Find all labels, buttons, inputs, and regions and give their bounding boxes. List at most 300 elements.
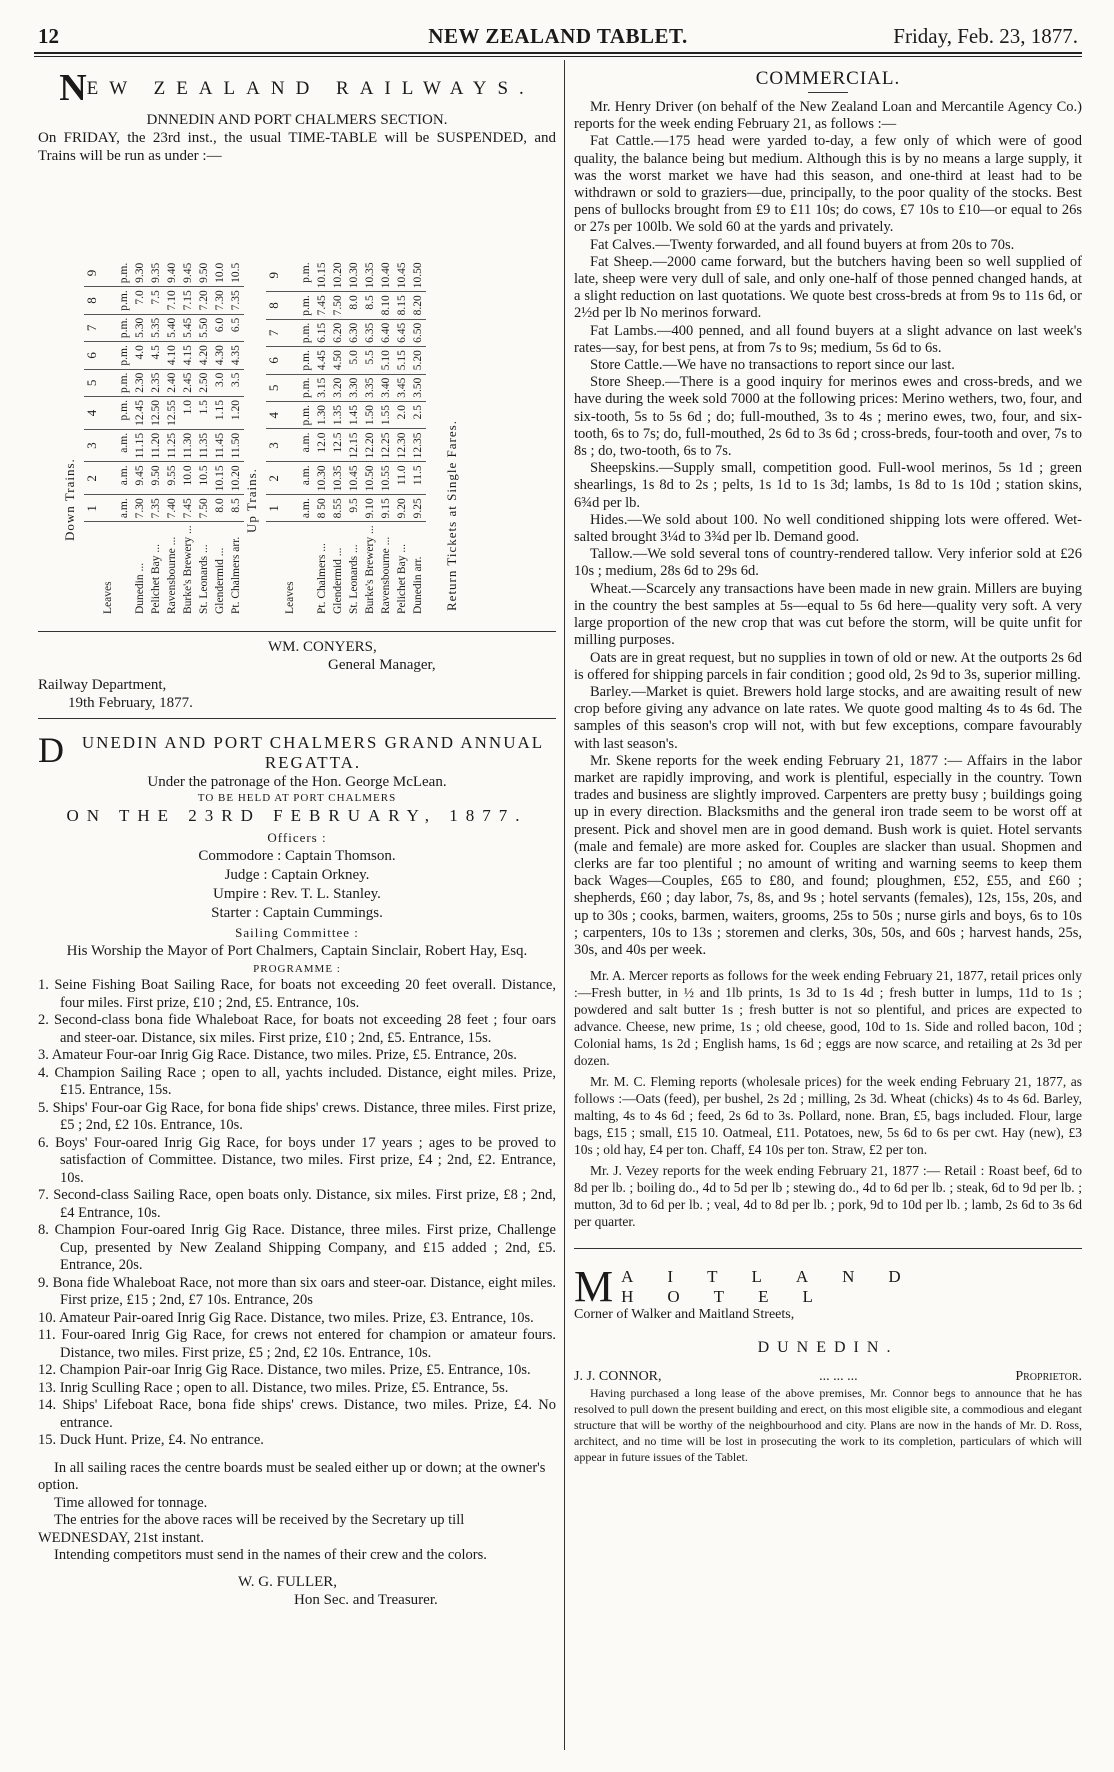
departure-time: 7.15 xyxy=(180,287,196,314)
period-blank xyxy=(116,522,132,617)
programme-item: 8. Champion Four-oared Inrig Gig Race. Distance, three miles. First prize, Challenge Cup, presented by New Zealand Shipping Company, and £15 added ; 2nd, £5. Entrance, 20s. xyxy=(38,1222,556,1273)
departure-time: 8.5 xyxy=(228,495,244,522)
officer-umpire: Umpire : Rev. T. L. Stanley. xyxy=(213,886,381,902)
departure-time: 8.10 xyxy=(378,292,394,319)
departure-time: 10.55 xyxy=(378,462,394,495)
departure-time: 1.0 xyxy=(180,397,196,430)
programme-item: 11. Four-oared Inrig Gig Race, for crews not entered for champion or amateur fours. Distance, two miles. First prize, £5 ; 2nd, £2 10s. Entrance, 10s. xyxy=(38,1327,556,1361)
programme-item: 14. Ships' Lifeboat Race, bona fide ships' crews. Distance, two miles. Prize, £4. No entrance. xyxy=(38,1397,556,1431)
departure-time: 10.20 xyxy=(228,462,244,495)
regatta-notice xyxy=(38,730,556,1609)
railway-drop-cap: N xyxy=(59,67,87,109)
departure-time: 3.30 xyxy=(346,374,362,401)
train-number: 9 xyxy=(84,260,100,287)
departure-time: 5.35 xyxy=(148,314,164,341)
period-blank xyxy=(298,522,314,617)
departure-time xyxy=(100,429,116,461)
hotel-advertisement xyxy=(574,1248,1082,1465)
departure-time xyxy=(282,292,298,319)
departure-time: 1.35 xyxy=(330,402,346,429)
departure-time: 7.45 xyxy=(314,292,330,319)
station-row xyxy=(282,259,298,617)
train-number: 3 xyxy=(266,429,282,462)
station-row xyxy=(100,260,116,617)
closing-note: The entries for the above races will be received by the Secretary up till WEDNESDAY, 21st instant. xyxy=(38,1512,465,1546)
hotel-proprietor-line xyxy=(574,1369,1082,1385)
departure-time: 10.50 xyxy=(362,462,378,495)
station-row xyxy=(180,260,196,617)
departure-time: 2.35 xyxy=(148,369,164,396)
departure-time: 7.5 xyxy=(148,287,164,314)
departure-time: 5.10 xyxy=(378,347,394,374)
market-paragraph: Tallow.—We sold several tons of country-rendered tallow. Very inferior sold at £26 10s ; medium, 28s 6d to 29s 6d. xyxy=(574,546,1082,580)
departure-time: 4.5 xyxy=(148,342,164,369)
period-row xyxy=(116,260,132,617)
down-timetable-table xyxy=(84,260,244,617)
departure-time: 6.5 xyxy=(228,314,244,341)
departure-time xyxy=(282,429,298,462)
departure-time: 5.45 xyxy=(180,314,196,341)
train-number-row xyxy=(84,260,100,617)
train-number: 2 xyxy=(266,462,282,495)
departure-time: 3.15 xyxy=(314,374,330,401)
railway-signatory-title: General Manager, xyxy=(328,657,436,673)
departure-time: 9.25 xyxy=(410,495,426,522)
station-row xyxy=(394,259,410,617)
officer-judge: Judge : Captain Orkney. xyxy=(224,867,370,883)
departure-time: 9.5 xyxy=(346,495,362,522)
departure-time xyxy=(282,495,298,522)
station-name: Ravensbourne ... xyxy=(166,536,178,614)
departure-time: 3.0 xyxy=(212,369,228,396)
train-number: 5 xyxy=(84,369,100,396)
return-ticket-note: Return Tickets at Single Fares. xyxy=(444,420,459,611)
departure-time xyxy=(100,397,116,430)
departure-time: 12.50 xyxy=(148,397,164,430)
page-number: 12 xyxy=(38,24,59,48)
departure-time xyxy=(100,369,116,396)
departure-time xyxy=(100,495,116,522)
railway-heading-text: EW ZEALAND RAILWAYS. xyxy=(86,78,535,99)
railway-section-title: DNNEDIN AND PORT CHALMERS SECTION. xyxy=(146,112,448,128)
programme-item: 6. Boys' Four-oared Inrig Gig Race, for boys under 17 years ; ages to be proved to satisfaction of Committee. Distance, two miles. First prize, £4 ; 2nd, £2. Entrance, 10s. xyxy=(38,1134,556,1186)
commercial-rule xyxy=(808,92,848,93)
hotel-title-text: AITLAND HOTEL xyxy=(621,1267,935,1307)
up-trains-label: Up Trains. xyxy=(244,468,259,533)
departure-time: 1.30 xyxy=(314,402,330,429)
station-name: St. Leonards ... xyxy=(198,544,210,614)
departure-time: 9.45 xyxy=(180,260,196,287)
departure-time: 1.55 xyxy=(378,402,394,429)
departure-time: 5.5 xyxy=(362,347,378,374)
departure-time: 11.5 xyxy=(410,462,426,495)
market-paragraph: Wheat.—Scarcely any transactions have been made in new grain. Millers are buying in the country the best samples at 5s—equal to 5s 6d here—quality very soft. A very large proportion of the new crop that was cut before the storm, will be quite unfit for milling purposes. xyxy=(574,580,1082,649)
period: p.m. xyxy=(116,287,132,314)
programme-item: 3. Amateur Four-oar Inrig Gig Race. Distance, two miles. Prize, £5. Entrance, 20s. xyxy=(38,1047,517,1063)
market-paragraph: Hides.—We sold about 100. No well conditioned shipping lots were offered. Wet-salted brought 3¼d to 3¾d per lb. Demand good. xyxy=(574,511,1082,546)
departure-time: 2.30 xyxy=(132,369,148,396)
masthead-rule xyxy=(34,52,1082,54)
departure-time: 1.15 xyxy=(212,397,228,430)
departure-time: 12.5 xyxy=(330,429,346,462)
departure-time: 7.30 xyxy=(132,495,148,522)
regatta-signatory: W. G. FULLER, xyxy=(238,1573,338,1590)
departure-time: 10.30 xyxy=(346,259,362,291)
period: p.m. xyxy=(298,374,314,401)
period: p.m. xyxy=(116,260,132,287)
masthead xyxy=(38,24,1078,54)
masthead-rule-thin xyxy=(34,56,1082,57)
regatta-signatory-title: Hon Sec. and Treasurer. xyxy=(294,1591,438,1608)
departure-time: 9.10 xyxy=(362,495,378,522)
departure-time: 6.35 xyxy=(362,319,378,346)
market-paragraph: Oats are in great request, but no supplies in town of old or new. At the outports 2s 6d is offered for shipping parcels in fair condition ; good old, 2s 9d to 3s, superior milling. xyxy=(574,649,1082,683)
hotel-title xyxy=(574,1262,1082,1312)
programme-item: 10. Amateur Pair-oared Inrig Gig Race. Distance, two miles. Prize, £3. Entrance, 10s. xyxy=(38,1309,534,1326)
station-row xyxy=(164,260,180,617)
departure-time xyxy=(100,260,116,287)
railway-dept: Railway Department, xyxy=(38,677,167,693)
railway-signatory: WM. CONYERS, xyxy=(268,639,377,655)
railway-heading xyxy=(38,66,556,110)
station-name: Dunedin ... xyxy=(134,562,146,614)
market-paragraph: Sheepskins.—Supply small, competition good. Full-wool merinos, 5s 1d ; green shearlings, 1s 8d to 2s ; pelts, 1s 1d to 1s 3d; lambs, 1s 8d to 1s 10d ; station skins, 6¾d per lb. xyxy=(574,460,1082,511)
departure-time: 10.30 xyxy=(314,462,330,495)
train-number: 7 xyxy=(266,319,282,346)
regatta-heading xyxy=(38,730,556,773)
departure-time: 12.30 xyxy=(394,429,410,462)
departure-time: 7.0 xyxy=(132,287,148,314)
departure-time: 10.0 xyxy=(212,260,228,287)
departure-time: 9.30 xyxy=(132,260,148,287)
market-paragraph-small: Mr. M. C. Fleming reports (wholesale prices) for the week ending February 21, 1877, as follows :—Oats (feed), per bushel, 2s 2d ; milling, 2s 3d. Wheat (chicks) 4s to 4s 6d. Barley, malting, 4s to 4s 6d ; feed, 2s 6d to 3s. Pollard, none. Bran, £5, bags included. Flour, large bags, £15 ; small, £15 10. Oatmeal, £11. Potatoes, new, 5s 6d to 6s per cwt. Hay (new), £3 10s ; old hay, £4 per ton. Chaff, £4 10s per ton. Straw, £2 per ton. xyxy=(574,1074,1082,1158)
hotel-address: Corner of Walker and Maitland Streets, xyxy=(574,1307,795,1323)
departure-time xyxy=(282,402,298,429)
departure-time xyxy=(282,462,298,495)
programme-item: 1. Seine Fishing Boat Sailing Race, for boats not exceeding 20 feet overall. Distance, four miles. First prize, £10 ; 2nd, £5. Entrance, 10s. xyxy=(38,977,556,1011)
station-row xyxy=(330,259,346,617)
departure-time: 12.45 xyxy=(132,397,148,430)
hotel-city: DUNEDIN. xyxy=(757,1339,899,1357)
market-paragraph: Barley.—Market is quiet. Brewers hold large stocks, and are awaiting result of new crop before giving any advance on late rates. We quote good malting 4s to 4s 6d. The samples of this season's crop will not, with but few exceptions, compare favourably with last season's. xyxy=(574,683,1082,752)
departure-time xyxy=(282,259,298,291)
station-row xyxy=(410,259,426,617)
train-number: 1 xyxy=(84,495,100,522)
station-row xyxy=(148,260,164,617)
train-number: 6 xyxy=(266,347,282,374)
departure-time: 2.40 xyxy=(164,369,180,396)
railway-dept-date: 19th February, 1877. xyxy=(68,695,193,711)
station-name: Pelichet Bay ... xyxy=(396,544,408,614)
station-row xyxy=(362,259,378,617)
programme-item: 5. Ships' Four-oar Gig Race, for bona fide ships' crews. Distance, three miles. First prize, £5 ; 2nd, £2 10s. Entrance, 10s. xyxy=(38,1099,556,1133)
market-paragraph: Fat Calves.—Twenty forwarded, and all found buyers at from 20s to 70s. xyxy=(590,236,1015,253)
market-paragraph-small: Mr. A. Mercer reports as follows for the week ending February 21, 1877, retail prices only :—Fresh butter, in ½ and 1lb prints, 1s 3d to 1s 4d ; fresh butter in lumps, 11d to 1s ; powdered and salt butter 1s ; fresh butter is not so plentiful, and prices are expected to advance. Cheese, new prime, 1s ; old cheese, good, 10d to 1s. Side and rolled bacon, 10d ; Colonial hams, 1s 2d ; English hams, 1s 6d ; eggs are now scarce, and retailing at 2s 3d per dozen. xyxy=(574,968,1082,1069)
train-number: 5 xyxy=(266,374,282,401)
regatta-location: TO BE HELD AT PORT CHALMERS xyxy=(197,792,397,804)
departure-time: 9.35 xyxy=(148,260,164,287)
period: a.m. xyxy=(298,495,314,522)
departure-time xyxy=(100,462,116,495)
train-number: 1 xyxy=(266,495,282,522)
regatta-date: ON THE 23RD FEBRUARY, 1877. xyxy=(66,806,528,825)
departure-time: 12.25 xyxy=(378,429,394,462)
period: a.m. xyxy=(116,495,132,522)
departure-time: 8 50 xyxy=(314,495,330,522)
departure-time: 6.20 xyxy=(330,319,346,346)
departure-time: 10.40 xyxy=(378,259,394,291)
station-row xyxy=(132,260,148,617)
departure-time: 5.0 xyxy=(346,347,362,374)
departure-time xyxy=(282,319,298,346)
train-number: 9 xyxy=(266,259,282,291)
station-name: Ravensbourne ... xyxy=(380,536,392,614)
departure-time: 5.50 xyxy=(196,314,212,341)
departure-time: 3.50 xyxy=(410,374,426,401)
station-row xyxy=(212,260,228,617)
period: p.m. xyxy=(116,397,132,430)
departure-time: 2.50 xyxy=(196,369,212,396)
departure-time: 9.50 xyxy=(148,462,164,495)
commercial-title: COMMERCIAL. xyxy=(755,68,901,89)
departure-time: 7.35 xyxy=(148,495,164,522)
departure-time: 10.0 xyxy=(180,462,196,495)
departure-time: 6.50 xyxy=(410,319,426,346)
market-paragraph: Mr. Henry Driver (on behalf of the New Zealand Loan and Mercantile Agency Co.) reports for the week ending February 21, as follows :— xyxy=(574,99,1082,133)
departure-time xyxy=(100,342,116,369)
market-reports xyxy=(574,99,1082,959)
departure-time: 12.0 xyxy=(314,429,330,462)
train-number: 8 xyxy=(266,292,282,319)
departure-time: 9.50 xyxy=(196,260,212,287)
departure-time: 7.30 xyxy=(212,287,228,314)
programme-item: 12. Champion Pair-oar Inrig Gig Race. Distance, two miles. Prize, £5. Entrance, 10s. xyxy=(38,1362,531,1378)
departure-time: 4.15 xyxy=(180,342,196,369)
departure-time: 10.50 xyxy=(410,259,426,291)
train-number: 7 xyxy=(84,314,100,341)
departure-time: 3.45 xyxy=(394,374,410,401)
departure-time: 4.45 xyxy=(314,347,330,374)
departure-time: 8.0 xyxy=(212,495,228,522)
departure-time: 12.35 xyxy=(410,429,426,462)
departure-time: 3.40 xyxy=(378,374,394,401)
hotel-owner-role: Proprietor. xyxy=(1015,1369,1082,1385)
market-paragraph: Store Cattle.—We have no transactions to report since our last. xyxy=(590,357,955,374)
departure-time: 10.5 xyxy=(196,462,212,495)
departure-time: 7.40 xyxy=(164,495,180,522)
hotel-dots: ... ... ... xyxy=(819,1369,858,1385)
departure-time: 8.20 xyxy=(410,292,426,319)
regatta-heading-text: UNEDIN AND PORT CHALMERS GRAND ANNUAL REGATTA. xyxy=(81,733,545,772)
market-paragraph: Fat Sheep.—2000 came forward, but the butchers having been so well supplied of late, sheep were very dull of sale, and only one-half of those penned changed hands, at a slight reduction on last quotations. We quote best cross-breds at from 9s to 11s 6d, or 2½d per lb No merinos forward. xyxy=(574,253,1082,322)
period: p.m. xyxy=(116,369,132,396)
train-number: 4 xyxy=(84,397,100,430)
station-name: Pt. Chalmers ... xyxy=(316,543,328,614)
right-column xyxy=(574,60,1082,1465)
departure-time: 6.0 xyxy=(212,314,228,341)
period: a.m. xyxy=(116,429,132,461)
programme-item: 13. Inrig Sculling Race ; open to all. Distance, two miles. Prize, £5. Entrance, 5s. xyxy=(38,1379,509,1396)
departure-time: 3.5 xyxy=(228,369,244,396)
departure-time: 7.50 xyxy=(196,495,212,522)
departure-time: 8.5 xyxy=(362,292,378,319)
closing-note: Intending competitors must send in the names of their crew and the colors. xyxy=(54,1547,487,1563)
departure-time: 5.15 xyxy=(394,347,410,374)
train-number: 8 xyxy=(84,287,100,314)
departure-time: 1.50 xyxy=(362,402,378,429)
newspaper-title: NEW ZEALAND TABLET. xyxy=(428,24,688,48)
period: a.m. xyxy=(116,462,132,495)
hotel-owner: J. J. CONNOR, xyxy=(574,1369,662,1385)
train-number-row xyxy=(266,259,282,617)
departure-time: 10.20 xyxy=(330,259,346,291)
departure-time: 10.35 xyxy=(330,462,346,495)
departure-time: 11.50 xyxy=(228,429,244,461)
departure-time xyxy=(282,347,298,374)
programme-item: 4. Champion Sailing Race ; open to all, yachts included. Distance, eight miles. Prize, £15. Entrance, 15s. xyxy=(38,1064,556,1098)
market-paragraph: Fat Lambs.—400 penned, and all found buyers at a slight advance on last week's rates—say, for best pens, at from 7s to 9s; medium, 5s 6d to 6s. xyxy=(574,322,1082,356)
departure-time: 7.50 xyxy=(330,292,346,319)
departure-time: 10.45 xyxy=(346,462,362,495)
committee-members: His Worship the Mayor of Port Chalmers, Captain Sinclair, Robert Hay, Esq. xyxy=(66,943,528,959)
period: p.m. xyxy=(116,314,132,341)
period: p.m. xyxy=(298,347,314,374)
programme-item: 7. Second-class Sailing Race, open boats only. Distance, six miles. First prize, £8 ; 2nd, £4 Entrance, 10s. xyxy=(38,1187,556,1221)
departure-time: 7.10 xyxy=(164,287,180,314)
left-column xyxy=(38,60,556,1609)
departure-time: 4.30 xyxy=(212,342,228,369)
officers-heading: Officers : xyxy=(267,830,327,845)
departure-time: 11.25 xyxy=(164,429,180,461)
train-number: 6 xyxy=(84,342,100,369)
header-blank xyxy=(266,522,282,617)
departure-time: 9.55 xyxy=(164,462,180,495)
departure-time: 9.15 xyxy=(378,495,394,522)
departure-time: 1.5 xyxy=(196,397,212,430)
station-name: Burke's Brewery ... xyxy=(182,525,194,614)
departure-time: 5.30 xyxy=(132,314,148,341)
committee-heading: Sailing Committee : xyxy=(235,925,359,940)
station-name: Leaves xyxy=(284,581,296,614)
departure-time: 4.50 xyxy=(330,347,346,374)
hotel-drop-cap: M xyxy=(574,1262,614,1312)
departure-time: 4.35 xyxy=(228,342,244,369)
railway-notice-text: On FRIDAY, the 23rd inst., the usual TIME-TABLE will be SUSPENDED, and Trains will be run as under :— xyxy=(38,130,556,164)
station-name: Burke's Brewery ... xyxy=(364,525,376,614)
station-name: Pt. Chalmers arr. xyxy=(230,536,242,614)
departure-time: 1.45 xyxy=(346,402,362,429)
period: p.m. xyxy=(298,402,314,429)
departure-time xyxy=(100,314,116,341)
departure-time: 12.15 xyxy=(346,429,362,462)
station-name: Pelichet Bay ... xyxy=(150,544,162,614)
departure-time: 11.45 xyxy=(212,429,228,461)
programme-item: 9. Bona fide Whaleboat Race, not more than six oars and steer-oar. Distance, eight miles. First prize, £15 ; 2nd, £7 10s. Entrance, 20s xyxy=(38,1274,556,1308)
market-paragraph: Fat Cattle.—175 head were yarded to-day, a few only of which were of good quality, the balance being but medium. Although this is by no means a large supply, it was the worst market we have had this season, and one-third at least had to be withdrawn or sold to graziers—due, principally, to the poor quality of the stocks. Best pens of bullocks brought from £9 to £11 10s; do cows, £7 10s to £10—or equal to 26s or 27s per 100lb. We sold 60 at the yards and privately. xyxy=(574,133,1082,236)
departure-time: 10.15 xyxy=(212,462,228,495)
programme-item: 15. Duck Hunt. Prize, £4. No entrance. xyxy=(38,1432,264,1448)
departure-time: 12.55 xyxy=(164,397,180,430)
departure-time: 4.0 xyxy=(132,342,148,369)
departure-time: 6.15 xyxy=(314,319,330,346)
departure-time: 3.20 xyxy=(330,374,346,401)
period: p.m. xyxy=(298,259,314,291)
departure-time: 11.35 xyxy=(196,429,212,461)
regatta-drop-cap: D xyxy=(38,730,66,770)
station-name: Glendermid ... xyxy=(214,547,226,614)
column-divider xyxy=(564,60,565,1750)
departure-time: 2.45 xyxy=(180,369,196,396)
departure-time: 9.40 xyxy=(164,260,180,287)
header-blank xyxy=(84,522,100,617)
up-timetable-table xyxy=(266,259,426,617)
departure-time xyxy=(100,287,116,314)
regatta-patronage: Under the patronage of the Hon. George McLean. xyxy=(147,774,447,790)
station-row xyxy=(346,259,362,617)
departure-time: 6.45 xyxy=(394,319,410,346)
departure-time: 5.40 xyxy=(164,314,180,341)
officer-starter: Starter : Captain Cummings. xyxy=(211,905,383,921)
programme-list xyxy=(38,977,556,1450)
station-name: Leaves xyxy=(102,581,114,614)
departure-time: 1.20 xyxy=(228,397,244,430)
station-row xyxy=(228,260,244,617)
period: p.m. xyxy=(298,319,314,346)
departure-time: 5.20 xyxy=(410,347,426,374)
departure-time xyxy=(282,374,298,401)
market-paragraph-small: Mr. J. Vezey reports for the week ending February 21, 1877 :— Retail : Roast beef, 6d to 8d per lb. ; boiling do., 4d to 5d per lb ; stewing do., 4d to 6d per lb. ; steak, 6d to 9d per lb. ; mutton, 3d to 6d per lb. ; veal, 4d to 8d per lb. ; pork, 9d to 10d per lb. ; lamb, 2s 6d to 3s 6d per quarter. xyxy=(574,1163,1082,1230)
programme-item: 2. Second-class bona fide Whaleboat Race, for boats not exceeding 28 feet ; four oars and steer-oar. Distance, six miles. First prize, £10 ; 2nd, £5. Entrance, 15s. xyxy=(38,1012,556,1046)
station-name: Glendermid ... xyxy=(332,547,344,614)
departure-time: 8.0 xyxy=(346,292,362,319)
departure-time: 10.5 xyxy=(228,260,244,287)
down-trains-label: Down Trains. xyxy=(62,458,77,541)
departure-time: 10.15 xyxy=(314,259,330,291)
station-row xyxy=(314,259,330,617)
market-reports-small xyxy=(574,967,1082,1230)
officer-commodore: Commodore : Captain Thomson. xyxy=(198,848,396,864)
departure-time: 10.35 xyxy=(362,259,378,291)
section-rule xyxy=(38,718,556,719)
departure-time: 11.0 xyxy=(394,462,410,495)
station-name: Dunedin arr. xyxy=(412,556,424,614)
departure-time: 3.35 xyxy=(362,374,378,401)
train-number: 2 xyxy=(84,462,100,495)
departure-time: 11.30 xyxy=(180,429,196,461)
departure-time: 2.0 xyxy=(394,402,410,429)
departure-time: 8.15 xyxy=(394,292,410,319)
station-row xyxy=(196,260,212,617)
timetables xyxy=(38,171,556,632)
period: a.m. xyxy=(298,429,314,462)
station-name: St. Leonards ... xyxy=(348,544,360,614)
station-row xyxy=(378,259,394,617)
period: p.m. xyxy=(298,292,314,319)
programme-heading: PROGRAMME : xyxy=(253,963,341,975)
departure-time: 9.20 xyxy=(394,495,410,522)
closing-note: Time allowed for tonnage. xyxy=(54,1494,208,1511)
railway-notice xyxy=(38,66,556,712)
period: p.m. xyxy=(116,342,132,369)
departure-time: 4.20 xyxy=(196,342,212,369)
train-number: 4 xyxy=(266,402,282,429)
issue-date: Friday, Feb. 23, 1877. xyxy=(893,24,1078,48)
period: a.m. xyxy=(298,462,314,495)
departure-time: 11.20 xyxy=(148,429,164,461)
closing-note: In all sailing races the centre boards must be sealed either up or down; at the owner's option. xyxy=(38,1459,546,1493)
departure-time: 4.10 xyxy=(164,342,180,369)
departure-time: 12.20 xyxy=(362,429,378,462)
